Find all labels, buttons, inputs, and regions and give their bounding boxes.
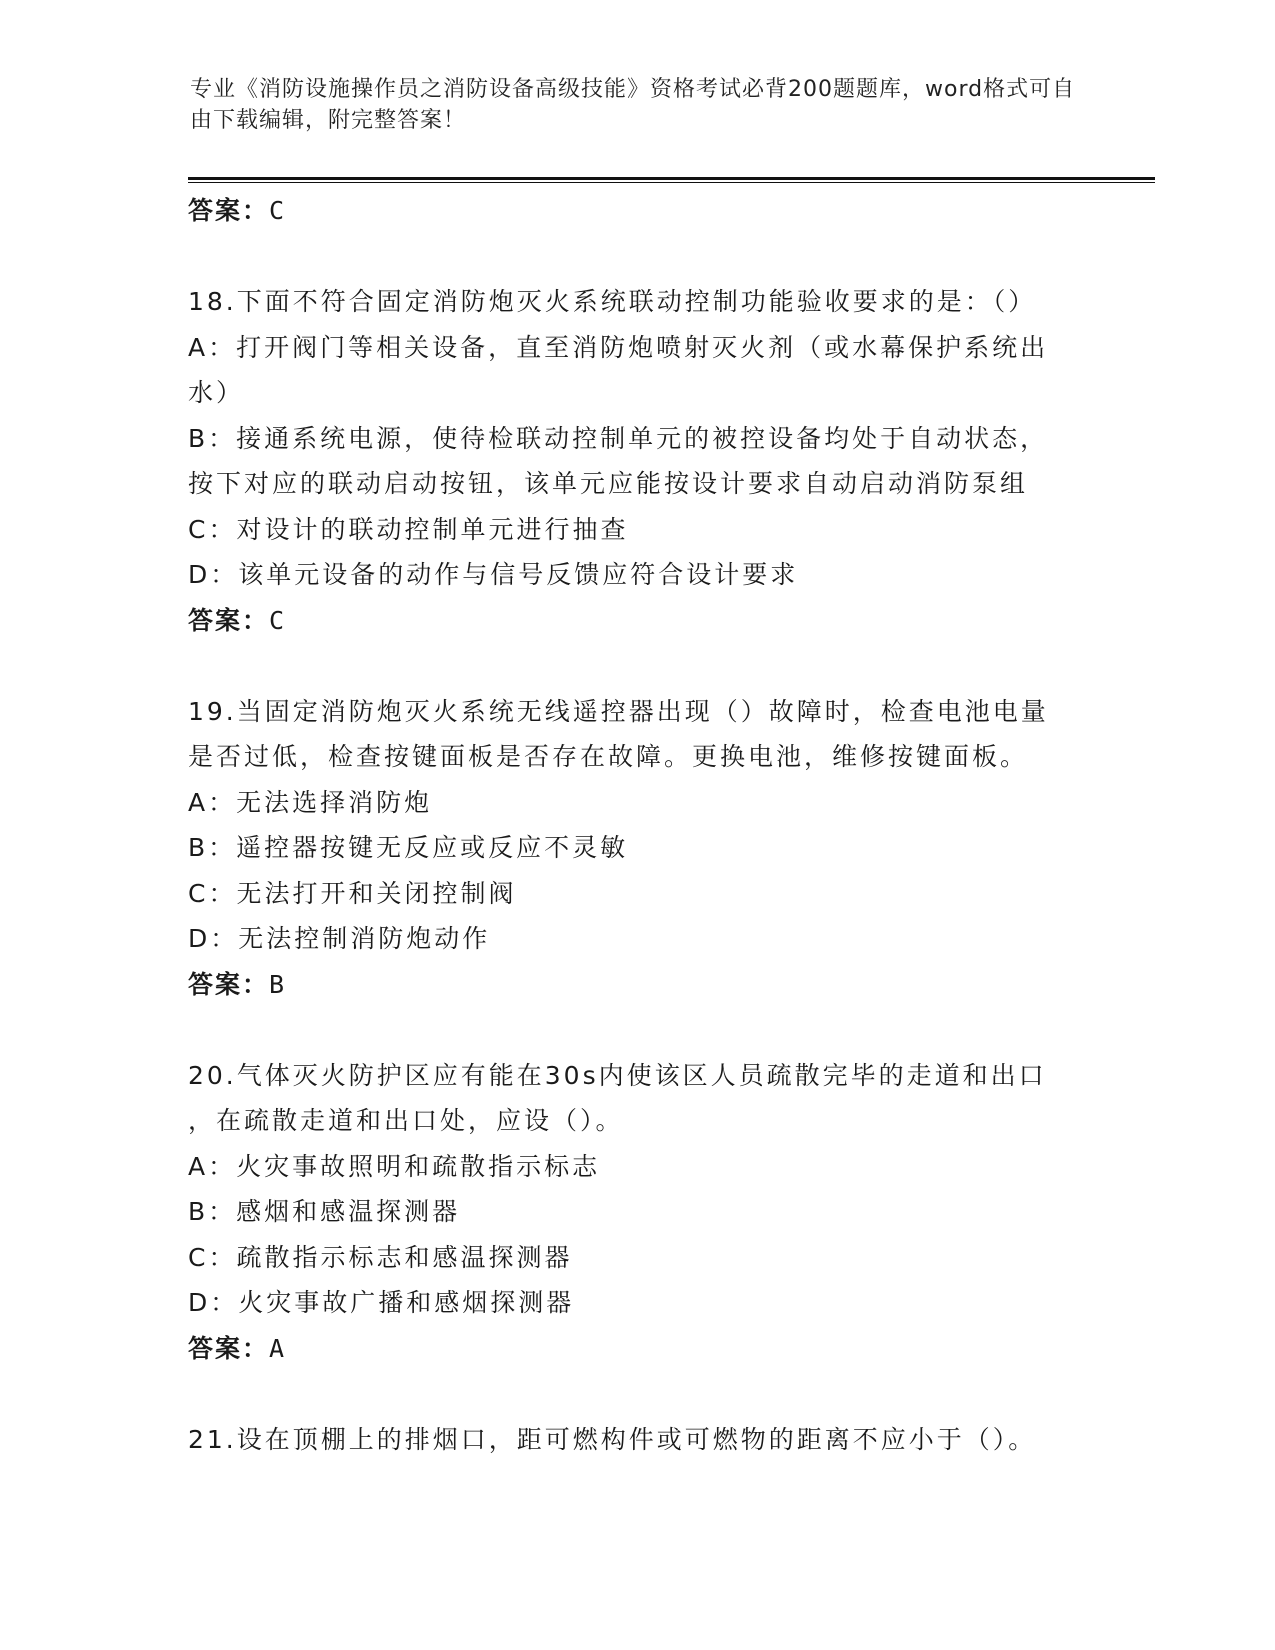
spacer [188, 1007, 1088, 1053]
answer-label: 答案： [188, 969, 270, 999]
question-block [188, 1053, 1088, 1372]
answer-line [188, 1326, 1088, 1372]
option-d: D：火灾事故广播和感烟探测器 [188, 1288, 575, 1317]
question-stem: 20.气体灭火防护区应有能在30s内使该区人员疏散完毕的走道和出口 [188, 1060, 1047, 1090]
question-stem: 18.下面不符合固定消防炮灭火系统联动控制功能验收要求的是：（） [188, 287, 1037, 316]
question-block [188, 689, 1088, 1008]
answer-line [188, 188, 1088, 234]
option-b: B：遥控器按键无反应或反应不灵敏 [188, 833, 629, 862]
question-stem-continued: 是否过低，检查按键面板是否存在故障。更换电池，维修按键面板。 [188, 742, 1029, 771]
answer-value: C [269, 196, 287, 225]
document-header: 专业《消防设施操作员之消防设备高级技能》资格考试必背200题题库，word格式可自由下载编辑，附完整答案！ [190, 77, 1076, 133]
answer-value: A [269, 1333, 287, 1363]
answer-label: 答案： [188, 1333, 270, 1363]
answer-label: 答案： [188, 196, 270, 225]
option-b: B：感烟和感温探测器 [188, 1197, 461, 1226]
answer-label: 答案： [188, 605, 270, 635]
header-divider-thin [188, 182, 1155, 183]
option-a: A：火灾事故照明和疏散指示标志 [188, 1151, 601, 1181]
option-a: A：打开阀门等相关设备，直至消防炮喷射灭火剂（或水幕保护系统出 [188, 332, 1049, 362]
option-b-continued: 按下对应的联动启动按钮，该单元应能按设计要求自动启动消防泵组 [188, 469, 1029, 498]
question-block [188, 279, 1088, 643]
spacer [188, 234, 1088, 280]
option-d: D：该单元设备的动作与信号反馈应符合设计要求 [188, 560, 799, 589]
option-c: C：疏散指示标志和感温探测器 [188, 1242, 573, 1272]
option-c: C：对设计的联动控制单元进行抽查 [188, 514, 629, 544]
option-c: C：无法打开和关闭控制阀 [188, 878, 517, 908]
option-b: B：接通系统电源，使待检联动控制单元的被控设备均处于自动状态， [188, 423, 1049, 453]
option-a-continued: 水） [188, 378, 245, 407]
spacer [188, 1371, 1088, 1417]
answer-value: C [269, 605, 287, 635]
question-stem: 19.当固定消防炮灭火系统无线遥控器出现（）故障时，检查电池电量 [188, 696, 1049, 726]
option-a: A：无法选择消防炮 [188, 787, 433, 817]
spacer [188, 643, 1088, 689]
answer-line [188, 962, 1088, 1008]
option-d: D：无法控制消防炮动作 [188, 924, 491, 953]
answer-value: B [269, 969, 287, 999]
question-list [188, 188, 1088, 1462]
answer-line [188, 598, 1088, 644]
question-stem-continued: ，在疏散走道和出口处，应设（）。 [188, 1106, 624, 1135]
question-stem: 21.设在顶棚上的排烟口，距可燃构件或可燃物的距离不应小于（）。 [188, 1424, 1037, 1454]
question-block [188, 1417, 1088, 1463]
header-divider [188, 177, 1155, 180]
